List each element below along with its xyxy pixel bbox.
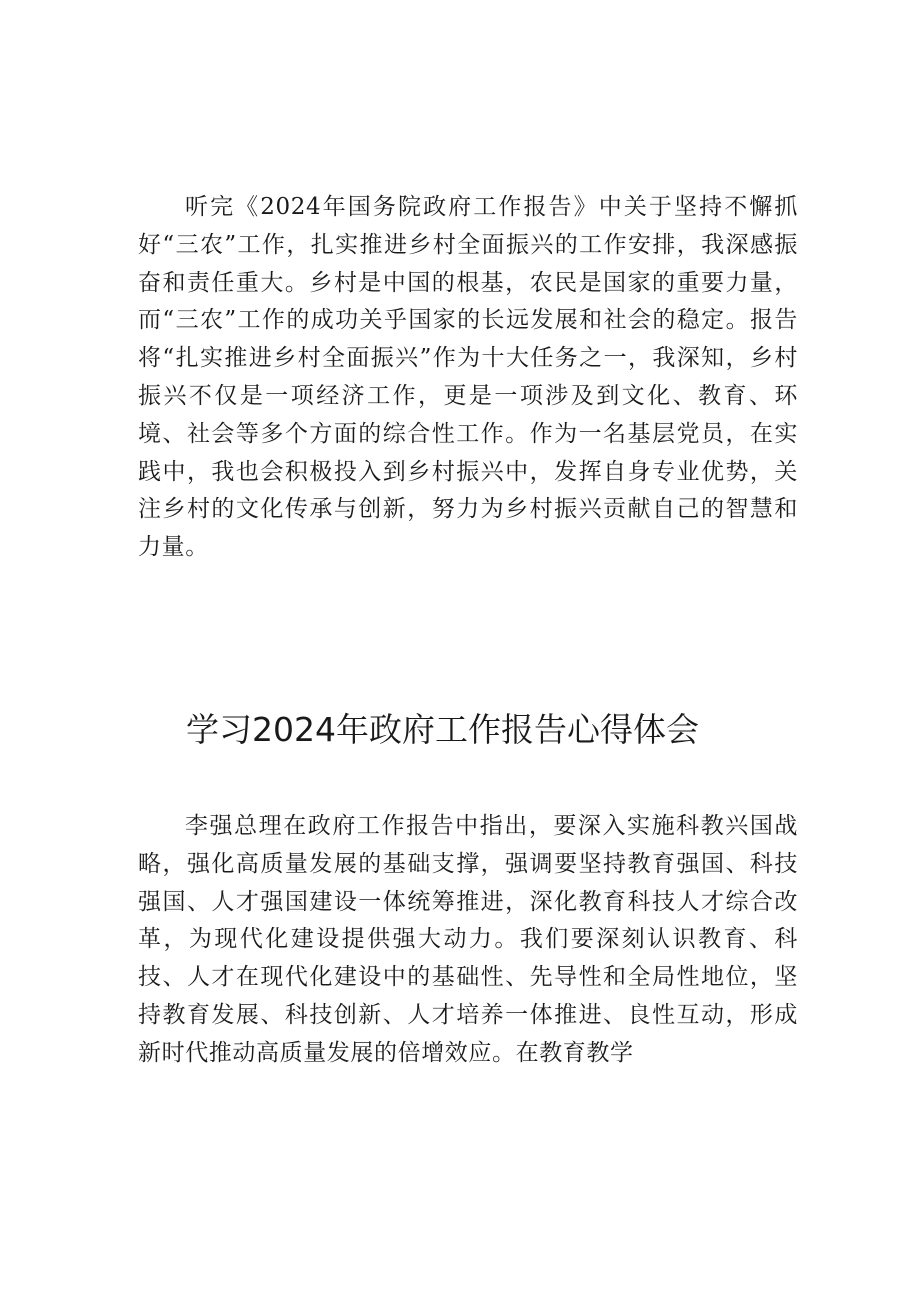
body-paragraph-2: 李强总理在政府工作报告中指出，要深入实施科教兴国战略，强化高质量发展的基础支撑，强调要坚持教育强国、科技强国、人才强国建设一体统筹推进，深化教育科技人才综合改革，为现代化建设提供强大动力。我们要深刻认识教育、科技、人才在现代化建设中的基础性、先导性和全局性地位，坚持教育发展、科技创新、人才培养一体推进、良性互动，形成新时代推动高质量发展的倍增效应。在教育教学 [138,813,798,1066]
section-heading: 学习2024年政府工作报告心得体会 [186,710,699,749]
body-paragraph-1: 听完《2024年国务院政府工作报告》中关于坚持不懈抓好“三农”工作，扎实推进乡村全面振兴的工作安排，我深感振奋和责任重大。乡村是中国的根基，农民是国家的重要力量，而“三农”工作的成功关乎国家的长远发展和社会的稳定。报告将“扎实推进乡村全面振兴”作为十大任务之一，我深知，乡村振兴不仅是一项经济工作，更是一项涉及到文化、教育、环境、社会等多个方面的综合性工作。作为一名基层党员，在实践中，我也会积极投入到乡村振兴中，发挥自身专业优势，关注乡村的文化传承与创新，努力为乡村振兴贡献自己的智慧和力量。 [138,194,798,561]
